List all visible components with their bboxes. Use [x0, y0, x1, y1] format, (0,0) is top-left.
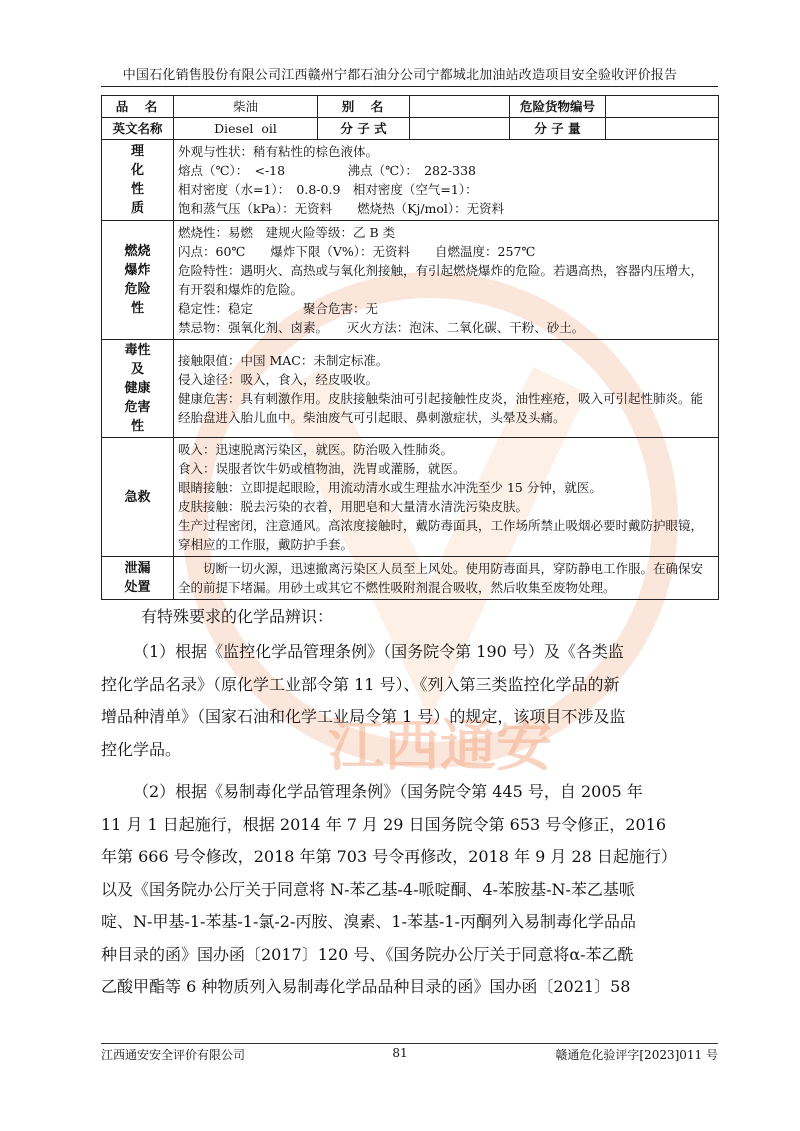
table-row-english	[102, 118, 719, 140]
hazard-number-label: 危险货物编号	[510, 96, 606, 118]
name-value: 柴油	[174, 96, 318, 118]
english-name-label: 英文名称	[102, 118, 174, 140]
table-row-fire	[102, 221, 719, 340]
english-name-value: Diesel oil	[174, 118, 318, 140]
formula-label: 分 子 式	[318, 118, 410, 140]
leak-disposal-label: 泄漏 处置	[102, 557, 174, 600]
paragraph-precursor-chemicals: （2）根据《易制毒化学品管理条例》（国务院令第 445 号，自 2005 年 11 月 1 日起施行，根据 2014 年 7 月 29 日国务院令第 653 号令修正，2016 年第 666 号令修改，2018 年第 703 号令再修改，2018 年 9 月 28 日起施行） 以及《国务院办公厅关于同意将 N-苯乙基-4-哌啶酮、4-苯胺基-N-苯乙基哌 啶、N-甲基-1-苯基-1-氯-2-丙胺、溴素、1-苯基-1-丙酮列入易制毒化学品品 种目录的函》国办函〔2017〕120 号、《国务院办公厅关于同意将α-苯乙酰 乙酸甲酯等 6 种物质列入易制毒化学品品种目录的函》国办函〔2021〕58	[101, 782, 677, 996]
molecular-weight-label: 分 子 量	[510, 118, 606, 140]
fire-hazard-content: 燃烧性：易燃 建规火险等级：乙 B 类 闪点：60℃ 爆炸下限（V%）：无资料 自燃温度：257℃ 危险特性：遇明火、高热或与氧化剂接触，有引起燃烧爆炸的危险。若遇高热，容器内压增大，有开裂和爆炸的危险。 稳定性：稳定 聚合危害：无 禁忌物：强氧化剂、卤素。 灭火方法：泡沫、二氧化碳、干粉、砂土。	[174, 221, 719, 340]
watermark-text: 江西通安	[328, 714, 552, 779]
paragraph-controlled-chemicals: （1）根据《监控化学品管理条例》（国务院令第 190 号）及《各类监 控化学品名录》（原化学工业部令第 11 号）、《列入第三类监控化学品的新 增品种清单》（国家石油和化学工业局令第 1 号）的规定，该项目不涉及监 控化学品。	[101, 642, 626, 759]
footer-divider	[101, 1043, 718, 1044]
footer-company: 江西通安安全评价有限公司	[101, 1048, 246, 1062]
alias-value	[410, 96, 510, 118]
header-divider	[101, 86, 718, 87]
table-row-physchem	[102, 140, 719, 221]
molecular-weight-value	[606, 118, 719, 140]
special-chemicals-heading: 有特殊要求的化学品辨识：	[141, 607, 334, 626]
first-aid-label: 急救	[102, 438, 174, 557]
page-header-title: 中国石化销售股份有限公司江西赣州宁都石油分公司宁都城北加油站改造项目安全验收评价报告	[122, 68, 678, 83]
hazard-number-value	[606, 96, 719, 118]
formula-value	[410, 118, 510, 140]
table-row-first-aid	[102, 438, 719, 557]
physchem-label: 理 化 性 质	[102, 140, 174, 221]
table-row-toxicity	[102, 340, 719, 438]
first-aid-content: 吸入：迅速脱离污染区，就医。防治吸入性肺炎。 食入：误服者饮牛奶或植物油，洗胃或灌肠，就医。 眼睛接触：立即提起眼睑，用流动清水或生理盐水冲洗至少 15 分钟，就医。 皮肤接触：脱去污染的衣着，用肥皂和大量清水清洗污染皮肤。 生产过程密闭，注意通风。高浓度接触时，戴防毒面具，工作场所禁止吸烟必要时戴防护眼镜，穿相应的工作服，戴防护手套。	[174, 438, 719, 557]
toxicity-label: 毒性 及 健康 危害 性	[102, 340, 174, 438]
page-number: 81	[392, 1046, 408, 1060]
physchem-content: 外观与性状：稍有粘性的棕色液体。 熔点（℃）： <-18 沸点（℃）： 282-338 相对密度（水=1）： 0.8-0.9 相对密度（空气=1）： 饱和蒸气压（kPa）：无资料 燃烧热（Kj/mol）：无资料	[174, 140, 719, 221]
fire-hazard-label: 燃烧 爆炸 危险 性	[102, 221, 174, 340]
table-row-name	[102, 96, 719, 118]
msds-table	[101, 95, 719, 600]
table-row-leak	[102, 557, 719, 600]
alias-label: 别 名	[318, 96, 410, 118]
footer-document-number: 赣通危化验评字[2023]011 号	[555, 1048, 718, 1062]
leak-disposal-content: 切断一切火源，迅速撤离污染区人员至上风处。使用防毒面具，穿防静电工作服。在确保安全的前提下堵漏。用砂土或其它不燃性吸附剂混合吸收，然后收集至废物处理。	[174, 557, 719, 600]
name-label: 品 名	[102, 96, 174, 118]
toxicity-content: 接触限值：中国 MAC：未制定标准。 侵入途径：吸入，食入，经皮吸收。 健康危害：具有刺激作用。皮肤接触柴油可引起接触性皮炎，油性痤疮，吸入可引起性肺炎。能经胎盘进入胎儿血中。柴油废气可引起眼、鼻刺激症状，头晕及头痛。	[174, 340, 719, 438]
